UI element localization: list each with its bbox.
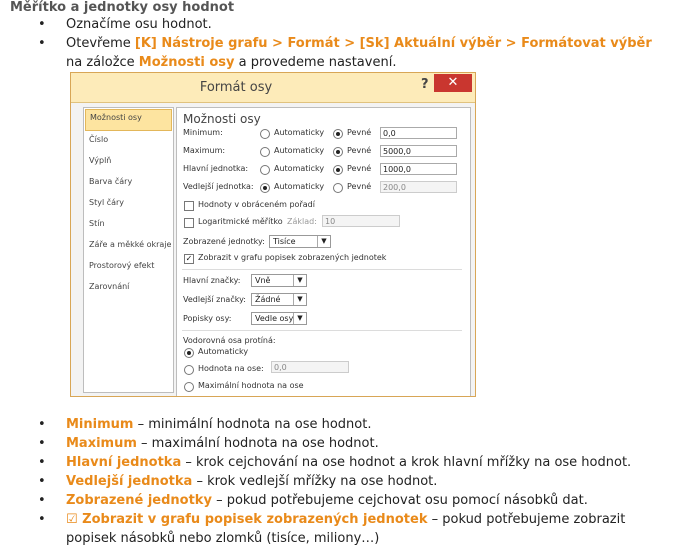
definition-item bbox=[38, 415, 666, 434]
log-base-label: Základ: bbox=[287, 217, 317, 226]
definition-text: – pokud potřebujeme cejchovat osu pomocí násobků dat. bbox=[211, 493, 588, 508]
display-units-select[interactable] bbox=[269, 235, 331, 248]
definition-text: – krok vedlejší mřížky na ose hodnot. bbox=[192, 474, 438, 489]
maximum-label: Maximum: bbox=[183, 146, 226, 155]
nav-item-glow[interactable]: Záře a měkké okraje bbox=[89, 240, 172, 249]
chevron-down-icon: ▼ bbox=[317, 236, 330, 247]
crosses-max-label: Maximální hodnota na ose bbox=[198, 381, 304, 390]
divider bbox=[182, 330, 462, 331]
nav-item-line-style[interactable]: Styl čáry bbox=[89, 198, 125, 207]
definition-text: – minimální hodnota na ose hodnot. bbox=[133, 417, 372, 432]
panel-title: Možnosti osy bbox=[183, 112, 261, 126]
minor-tick-select[interactable] bbox=[251, 293, 307, 306]
definition-item bbox=[38, 472, 666, 491]
major-fixed-radio[interactable] bbox=[333, 165, 343, 175]
step-2 bbox=[38, 34, 666, 72]
minor-fixed-radio[interactable] bbox=[333, 183, 343, 193]
nav-item-fill[interactable]: Výplň bbox=[89, 156, 112, 165]
minimum-input[interactable]: 0,0 bbox=[380, 127, 457, 139]
minimum-label: Minimum: bbox=[183, 128, 223, 137]
crosses-max-radio[interactable] bbox=[184, 382, 194, 392]
minimum-auto-radio[interactable] bbox=[260, 129, 270, 139]
nav-item-number[interactable]: Číslo bbox=[89, 135, 109, 144]
minor-unit-label: Vedlejší jednotka: bbox=[183, 182, 254, 191]
nav-item-3d[interactable]: Prostorový efekt bbox=[89, 261, 155, 270]
minor-fixed-label: Pevné bbox=[347, 182, 372, 191]
reverse-order-label: Hodnoty v obráceném pořadí bbox=[198, 200, 315, 209]
maximum-auto-label: Automaticky bbox=[274, 146, 325, 155]
definitions-list bbox=[38, 415, 666, 548]
section-heading: Měřítko a jednotky osy hodnot bbox=[10, 0, 235, 15]
reverse-order-checkbox[interactable] bbox=[184, 201, 194, 211]
minimum-fixed-label: Pevné bbox=[347, 128, 372, 137]
crosses-auto-radio[interactable] bbox=[184, 348, 194, 358]
nav-item-line-color[interactable]: Barva čáry bbox=[89, 177, 133, 186]
nav-item-alignment[interactable]: Zarovnání bbox=[89, 282, 130, 291]
minor-auto-radio[interactable] bbox=[260, 183, 270, 193]
major-tick-value: Vně bbox=[255, 276, 271, 285]
minor-tick-label: Vedlejší značky: bbox=[183, 295, 246, 304]
close-button[interactable]: ✕ bbox=[434, 74, 472, 92]
crosses-value-radio[interactable] bbox=[184, 365, 194, 375]
minor-auto-label: Automaticky bbox=[274, 182, 325, 191]
minor-unit-input[interactable]: 200,0 bbox=[380, 181, 457, 193]
definition-item bbox=[38, 453, 666, 472]
maximum-input[interactable]: 5000,0 bbox=[380, 145, 457, 157]
definition-text: – maximální hodnota na ose hodnot. bbox=[136, 436, 379, 451]
display-units-label: Zobrazené jednotky: bbox=[183, 237, 265, 246]
dialog-nav bbox=[83, 107, 174, 393]
nav-item-shadow[interactable]: Stín bbox=[89, 219, 105, 228]
maximum-fixed-label: Pevné bbox=[347, 146, 372, 155]
show-units-label-checkbox[interactable]: ✓ bbox=[185, 254, 193, 263]
definition-text: – krok cejchování na ose hodnot a krok hlavní mřížky na ose hodnot. bbox=[181, 455, 632, 470]
divider bbox=[182, 269, 462, 270]
log-scale-checkbox[interactable] bbox=[184, 218, 194, 228]
axis-options-panel bbox=[176, 107, 471, 396]
definition-text: – pokud potřebujeme zobrazit popisek násobků nebo zlomků (tisíce, miliony…) bbox=[66, 512, 626, 546]
major-tick-label: Hlavní značky: bbox=[183, 276, 241, 285]
chevron-down-icon: ▼ bbox=[293, 275, 306, 286]
nav-item-axis-options[interactable]: Možnosti osy bbox=[85, 109, 172, 131]
definition-term: Hlavní jednotka bbox=[66, 455, 182, 470]
major-auto-radio[interactable] bbox=[260, 165, 270, 175]
major-fixed-label: Pevné bbox=[347, 164, 372, 173]
display-units-value: Tisíce bbox=[273, 237, 296, 246]
minor-tick-value: Žádné bbox=[255, 295, 281, 304]
show-units-label-text: Zobrazit v grafu popisek zobrazených jednotek bbox=[198, 253, 387, 262]
axis-labels-label: Popisky osy: bbox=[183, 314, 232, 323]
dialog-titlebar[interactable] bbox=[71, 73, 475, 103]
definition-item bbox=[38, 491, 666, 510]
definition-term: Vedlejší jednotka bbox=[66, 474, 193, 489]
definition-term: Minimum bbox=[66, 417, 134, 432]
definition-term: Maximum bbox=[66, 436, 137, 451]
crosses-value-label: Hodnota na ose: bbox=[198, 364, 264, 373]
step2-mid: na záložce bbox=[66, 55, 139, 70]
major-unit-input[interactable]: 1000,0 bbox=[380, 163, 457, 175]
step2-tab: Možnosti osy bbox=[138, 55, 235, 70]
dialog-title: Formát osy bbox=[199, 80, 273, 95]
step2-pre: Otevřeme bbox=[66, 36, 135, 51]
minimum-fixed-radio[interactable] bbox=[333, 129, 343, 139]
definition-item bbox=[38, 434, 666, 453]
axis-labels-value: Vedle osy bbox=[255, 314, 294, 323]
minimum-auto-label: Automaticky bbox=[274, 128, 325, 137]
major-tick-select[interactable] bbox=[251, 274, 307, 287]
format-axis-dialog bbox=[70, 72, 476, 397]
step2-path: [K] Nástroje grafu > Formát > [Sk] Aktuální výběr > Formátovat výběr bbox=[134, 36, 652, 51]
definition-term: Zobrazené jednotky bbox=[66, 493, 212, 508]
axis-labels-select[interactable] bbox=[251, 312, 307, 325]
definition-item bbox=[38, 510, 666, 548]
step-1: • Označíme osu hodnot. bbox=[38, 15, 666, 34]
chevron-down-icon: ▼ bbox=[293, 294, 306, 305]
steps-list bbox=[38, 15, 666, 72]
definition-term: ☑ Zobrazit v grafu popisek zobrazených jednotek bbox=[66, 512, 428, 527]
maximum-auto-radio[interactable] bbox=[260, 147, 270, 157]
chevron-down-icon: ▼ bbox=[293, 313, 306, 324]
crosses-value-input[interactable]: 0,0 bbox=[271, 361, 349, 373]
step2-post: a provedeme nastavení. bbox=[234, 55, 397, 70]
crosses-label: Vodorovná osa protíná: bbox=[183, 336, 276, 345]
help-button[interactable]: ? bbox=[421, 77, 429, 92]
crosses-auto-label: Automaticky bbox=[198, 347, 249, 356]
log-base-input[interactable]: 10 bbox=[322, 215, 400, 227]
log-scale-label: Logaritmické měřítko bbox=[198, 217, 283, 226]
major-unit-label: Hlavní jednotka: bbox=[183, 164, 249, 173]
maximum-fixed-radio[interactable] bbox=[333, 147, 343, 157]
major-auto-label: Automaticky bbox=[274, 164, 325, 173]
